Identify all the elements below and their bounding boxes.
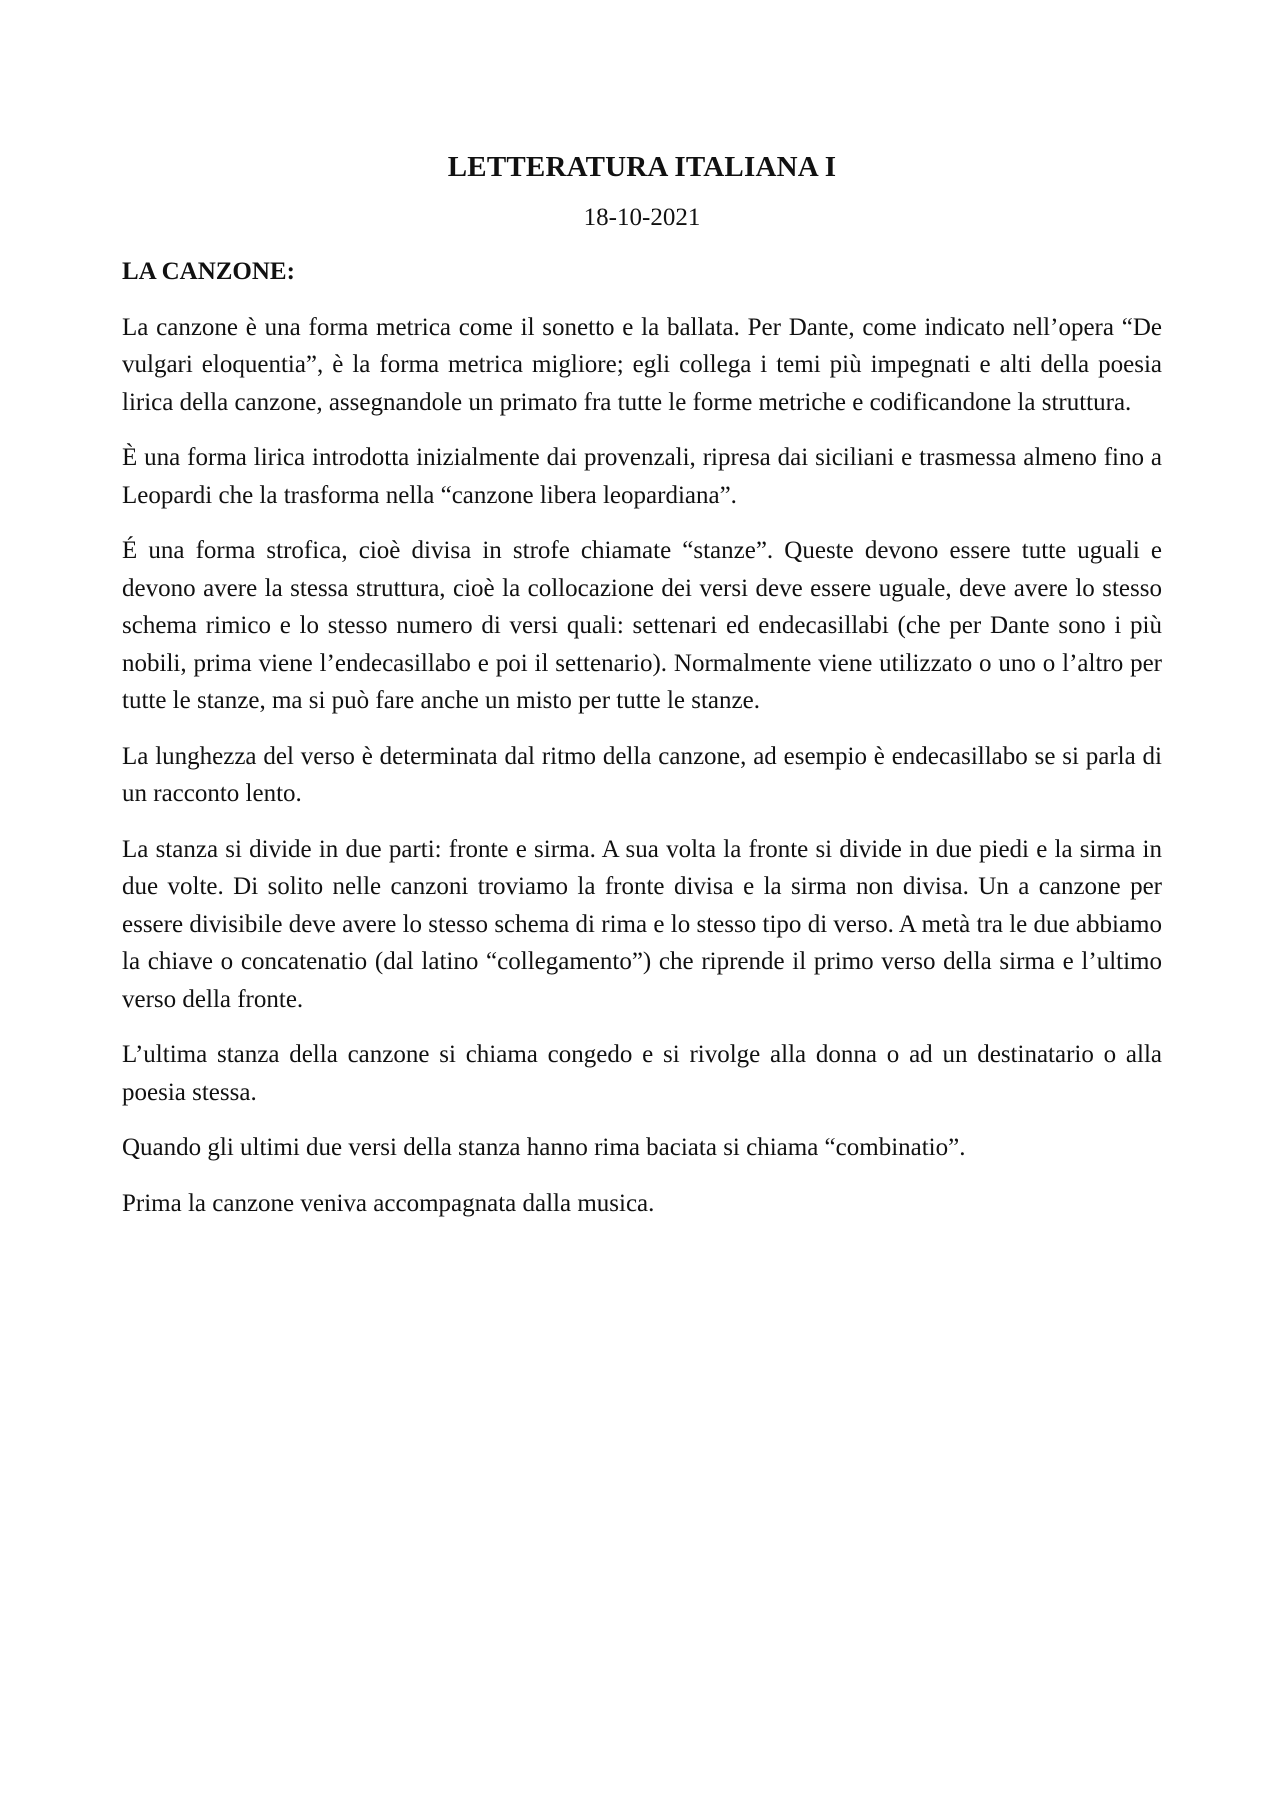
document-title: LETTERATURA ITALIANA I [447,151,837,183]
paragraph-origin: È una forma lirica introdotta inizialmente dai provenzali, ripresa dai siciliani e trasmessa almeno fino a Leopardi che la trasforma nella “canzone libera leopardiana”. [122,444,1162,509]
paragraph-congedo: L’ultima stanza della canzone si chiama congedo e si rivolge alla donna o ad un destinatario o alla poesia stessa. [122,1041,1162,1106]
section-heading: LA CANZONE: [122,257,295,285]
document-date: 18-10-2021 [583,203,701,231]
document-content [122,150,1162,1222]
paragraph-music: Prima la canzone veniva accompagnata dalla musica. [122,1189,655,1217]
paragraph-strophic-form: É una forma strofica, cioè divisa in strofe chiamate “stanze”. Queste devono essere tutte uguali e devono avere la stessa struttura, cioè la collocazione dei versi deve essere uguale, deve avere lo stesso schema rimico e lo stesso numero di versi quali: settenari ed endecasillabi (che per Dante sono i più nobili, prima viene l’endecasillabo e poi il settenario). Normalmente viene utilizzato o uno o l’altro per tutte le stanze, ma si può fare anche un misto per tutte le stanze. [122,537,1162,715]
paragraph-stanza-structure: La stanza si divide in due parti: fronte e sirma. A sua volta la fronte si divide in due piedi e la sirma in due volte. Di solito nelle canzoni troviamo la fronte divisa e la sirma non divisa. Un a canzone per essere divisibile deve avere lo stesso schema di rima e lo stesso tipo di verso. A metà tra le due abbiamo la chiave o concatenatio (dal latino “collegamento”) che riprende il primo verso della sirma e l’ultimo verso della fronte. [122,835,1162,1013]
paragraph-definition: La canzone è una forma metrica come il sonetto e la ballata. Per Dante, come indicato nell’opera “De vulgari eloquentia”, è la forma metrica migliore; egli collega i temi più impegnati e alti della poesia lirica della canzone, assegnandole un primato fra tutte le forme metriche e codificandone la struttura. [122,313,1162,416]
paragraph-combinatio: Quando gli ultimi due versi della stanza hanno rima baciata si chiama “combinatio”. [122,1134,966,1162]
paragraph-verse-length: La lunghezza del verso è determinata dal ritmo della canzone, ad esempio è endecasillabo se si parla di un racconto lento. [122,742,1162,808]
